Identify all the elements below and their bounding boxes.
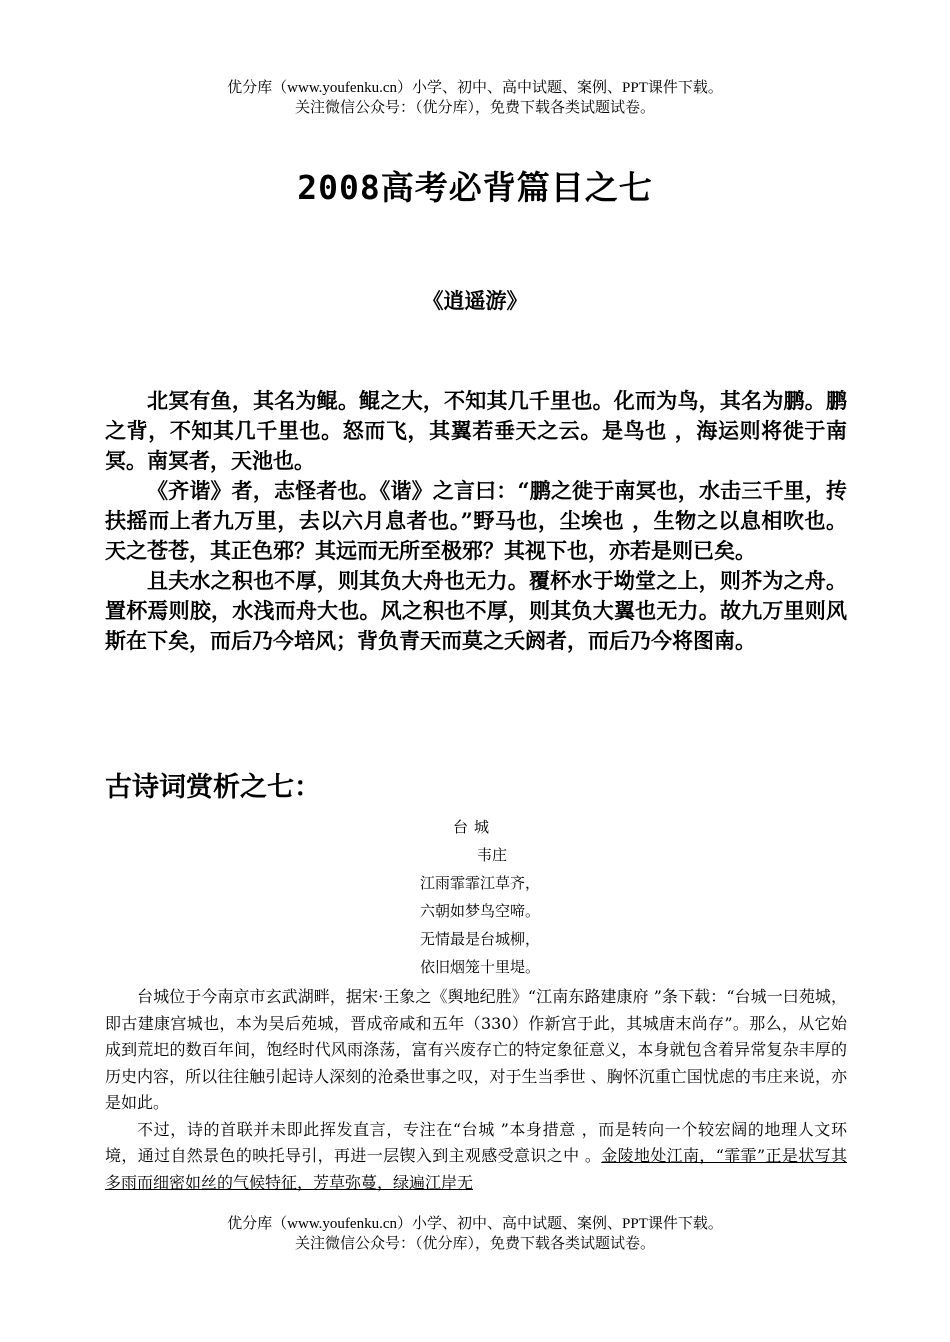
classic-text <box>105 386 847 656</box>
analysis-paragraph <box>105 1117 847 1197</box>
classic-paragraph: 且夫水之积也不厚，则其负大舟也无力。覆杯水于坳堂之上，则芥为之舟。置杯焉则胶，水浅而舟大也。风之积也不厚，则其负大翼也无力。故九万里则风斯在下矣，而后乃今培风；背负青天而莫之夭阏者，而后乃今将图南。 <box>105 568 847 653</box>
poem-line: 无情最是台城柳， <box>420 930 541 948</box>
classic-paragraph: 《齐谐》者，志怪者也。《谐》之言曰：“鹏之徙于南冥也，水击三千里，抟扶摇而上者九万里，去以六月息者也。”野马也，尘埃也 ，生物之以息相吹也。天之苍苍，其正色邪？其远而无所至极邪？其视下也，亦若是则已矣。 <box>105 478 847 563</box>
classic-title: 《逍遥游》 <box>422 288 528 313</box>
footer-wechat-line: 关注微信公众号：（优分库），免费下载各类试题试卷。 <box>294 1236 655 1252</box>
analysis-text-underlined: 金陵地处江南，“霏霏”正是状写其 多雨而细密如丝的气候特征，芳草弥蔓，绿遍江岸无 <box>105 1146 847 1192</box>
poem-title: 台城 <box>453 818 496 836</box>
poem-author: 韦庄 <box>477 846 508 864</box>
section-heading: 古诗词赏析之七： <box>105 772 321 803</box>
poem-line: 六朝如梦鸟空啼。 <box>420 902 541 920</box>
footer-promo-line: 优分库（www.youfenku.cn）小学、初中、高中试题、案例、PPT课件下载。 <box>227 1216 723 1232</box>
analysis-text-plain: 不过，诗的首联并未即此挥发直言，专注在“台城 ”本身措意 ，而是转向一个较宏阔的地理人文环境，通过自然景色的映托导引，再进一层锲入到主观感受意识之中 。 <box>105 1119 847 1165</box>
classic-paragraph: 北冥有鱼，其名为鲲。鲲之大，不知其几千里也。化而为鸟，其名为鹏。鹏之背，不知其几千里也。怒而飞，其翼若垂天之云。是鸟也 ，海运则将徙于南冥。南冥者，天池也。 <box>105 388 847 473</box>
poem-line: 依旧烟笼十里堤。 <box>420 958 541 976</box>
poem-line: 江雨霏霏江草齐， <box>420 874 541 892</box>
analysis-text <box>105 984 847 1196</box>
analysis-paragraph: 台城位于今南京市玄武湖畔，据宋·王象之《舆地纪胜》“江南东路建康府 ”条下载：“台城一曰苑城，即古建康宫城也，本为吴后苑城，晋成帝咸和五年（330）作新宫于此，其城唐末尚存”。那么，从它始成到荒圯的数百年间，饱经时代风雨涤荡，富有兴废存亡的特定象征意义，本身就包含着异常复杂丰厚的历史内容，所以往往触引起诗人深刻的沧桑世事之叹，对于生当季世 、胸怀沉重亡国忧虑的韦庄来说，亦是如此。 <box>105 987 847 1112</box>
page-title: 2008高考必背篇目之七 <box>297 168 653 207</box>
header-wechat-line: 关注微信公众号：（优分库），免费下载各类试题试卷。 <box>294 100 655 116</box>
header-promo-line: 优分库（www.youfenku.cn）小学、初中、高中试题、案例、PPT课件下载。 <box>227 80 723 96</box>
